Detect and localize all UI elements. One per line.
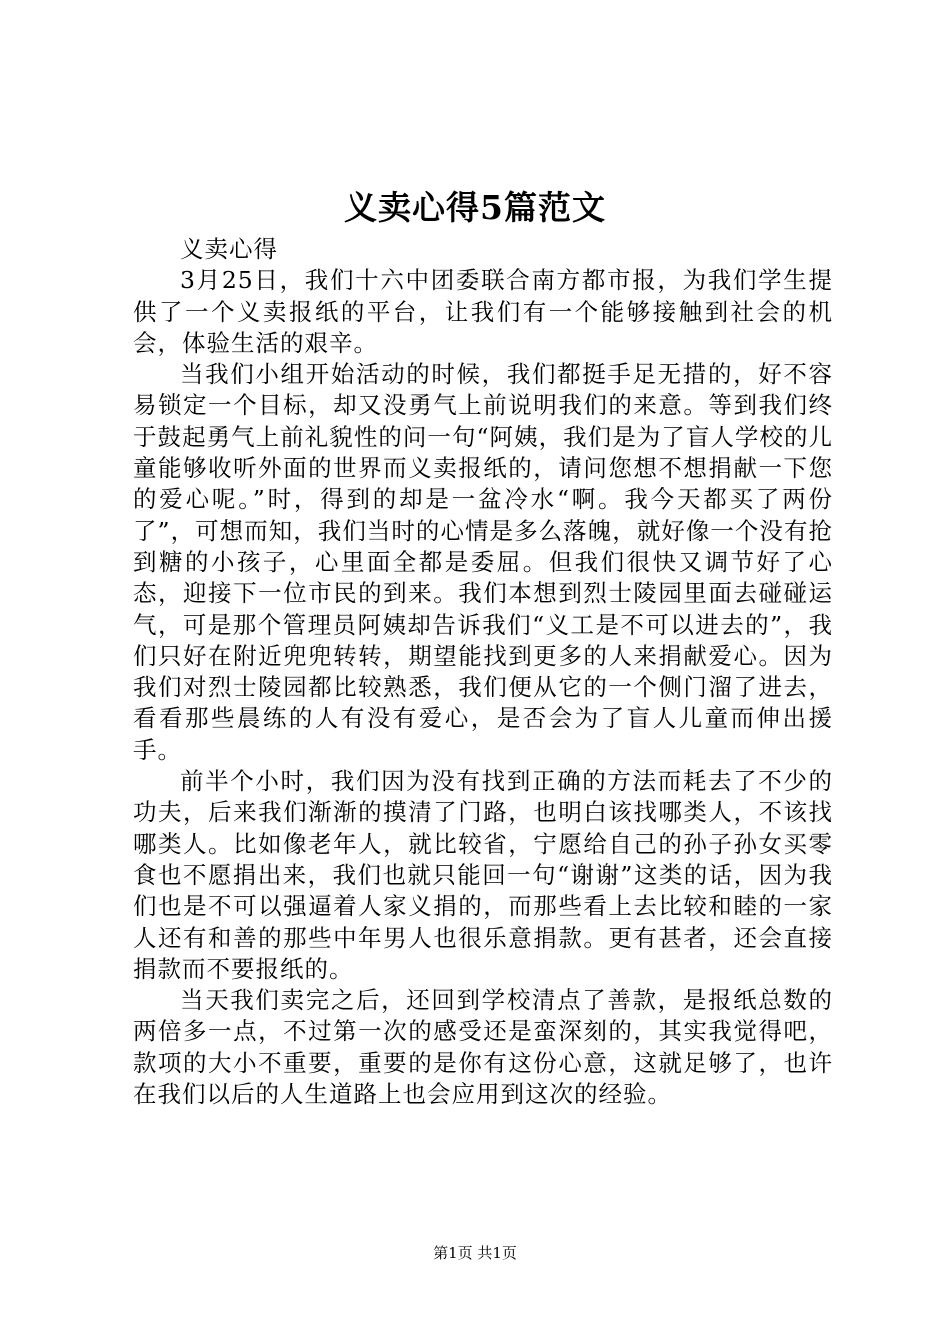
page-footer: 第1页 共1页 <box>433 1244 517 1262</box>
paragraph-3: 前半个小时，我们因为没有找到正确的方法而耗去了不少的功夫，后来我们渐渐的摸清了门路，也明白该找哪类人，不该找哪类人。比如像老年人，就比较省，宁愿给自己的孙子孙女买零食也不愿捐出来，我们也就只能回一句“谢谢”这类的话，因为我们也是不可以强逼着人家义捐的，而那些看上去比较和睦的一家人还有和善的那些中年男人也很乐意捐款。更有甚者，还会直接捐款而不要报纸的。 <box>133 767 833 983</box>
paragraph-4: 当天我们卖完之后，还回到学校清点了善款，是报纸总数的两倍多一点，不过第一次的感受还是蛮深刻的，其实我觉得吧，款项的大小不重要，重要的是你有这份心意，这就足够了，也许在我们以后的人生道路上也会应用到这次的经验。 <box>133 986 833 1109</box>
document-body <box>133 234 833 1110</box>
document-title: 义卖心得5篇范文 <box>344 188 606 227</box>
paragraph-2: 当我们小组开始活动的时候，我们都挺手足无措的，好不容易锁定一个目标，却又没勇气上前说明我们的来意。等到我们终于鼓起勇气上前礼貌性的问一句“阿姨，我们是为了盲人学校的儿童能够收听外面的世界而义卖报纸的，请问您想不想捐献一下您的爱心呢。”时，得到的却是一盆冷水“啊。我今天都买了两份了”，可想而知，我们当时的心情是多么落魄，就好像一个没有抢到糖的小孩子，心里面全都是委屈。但我们很快又调节好了心态，迎接下一位市民的到来。我们本想到烈士陵园里面去碰碰运气，可是那个管理员阿姨却告诉我们“义工是不可以进去的”，我们只好在附近兜兜转转，期望能找到更多的人来捐献爱心。因为我们对烈士陵园都比较熟悉，我们便从它的一个侧门溜了进去，看看那些晨练的人有没有爱心，是否会为了盲人儿童而伸出援手。 <box>133 360 833 764</box>
paragraph-1: 3月25日，我们十六中团委联合南方都市报，为我们学生提供了一个义卖报纸的平台，让我们有一个能够接触到社会的机会，体验生活的艰辛。 <box>133 266 833 357</box>
document-subtitle: 义卖心得 <box>180 235 278 263</box>
